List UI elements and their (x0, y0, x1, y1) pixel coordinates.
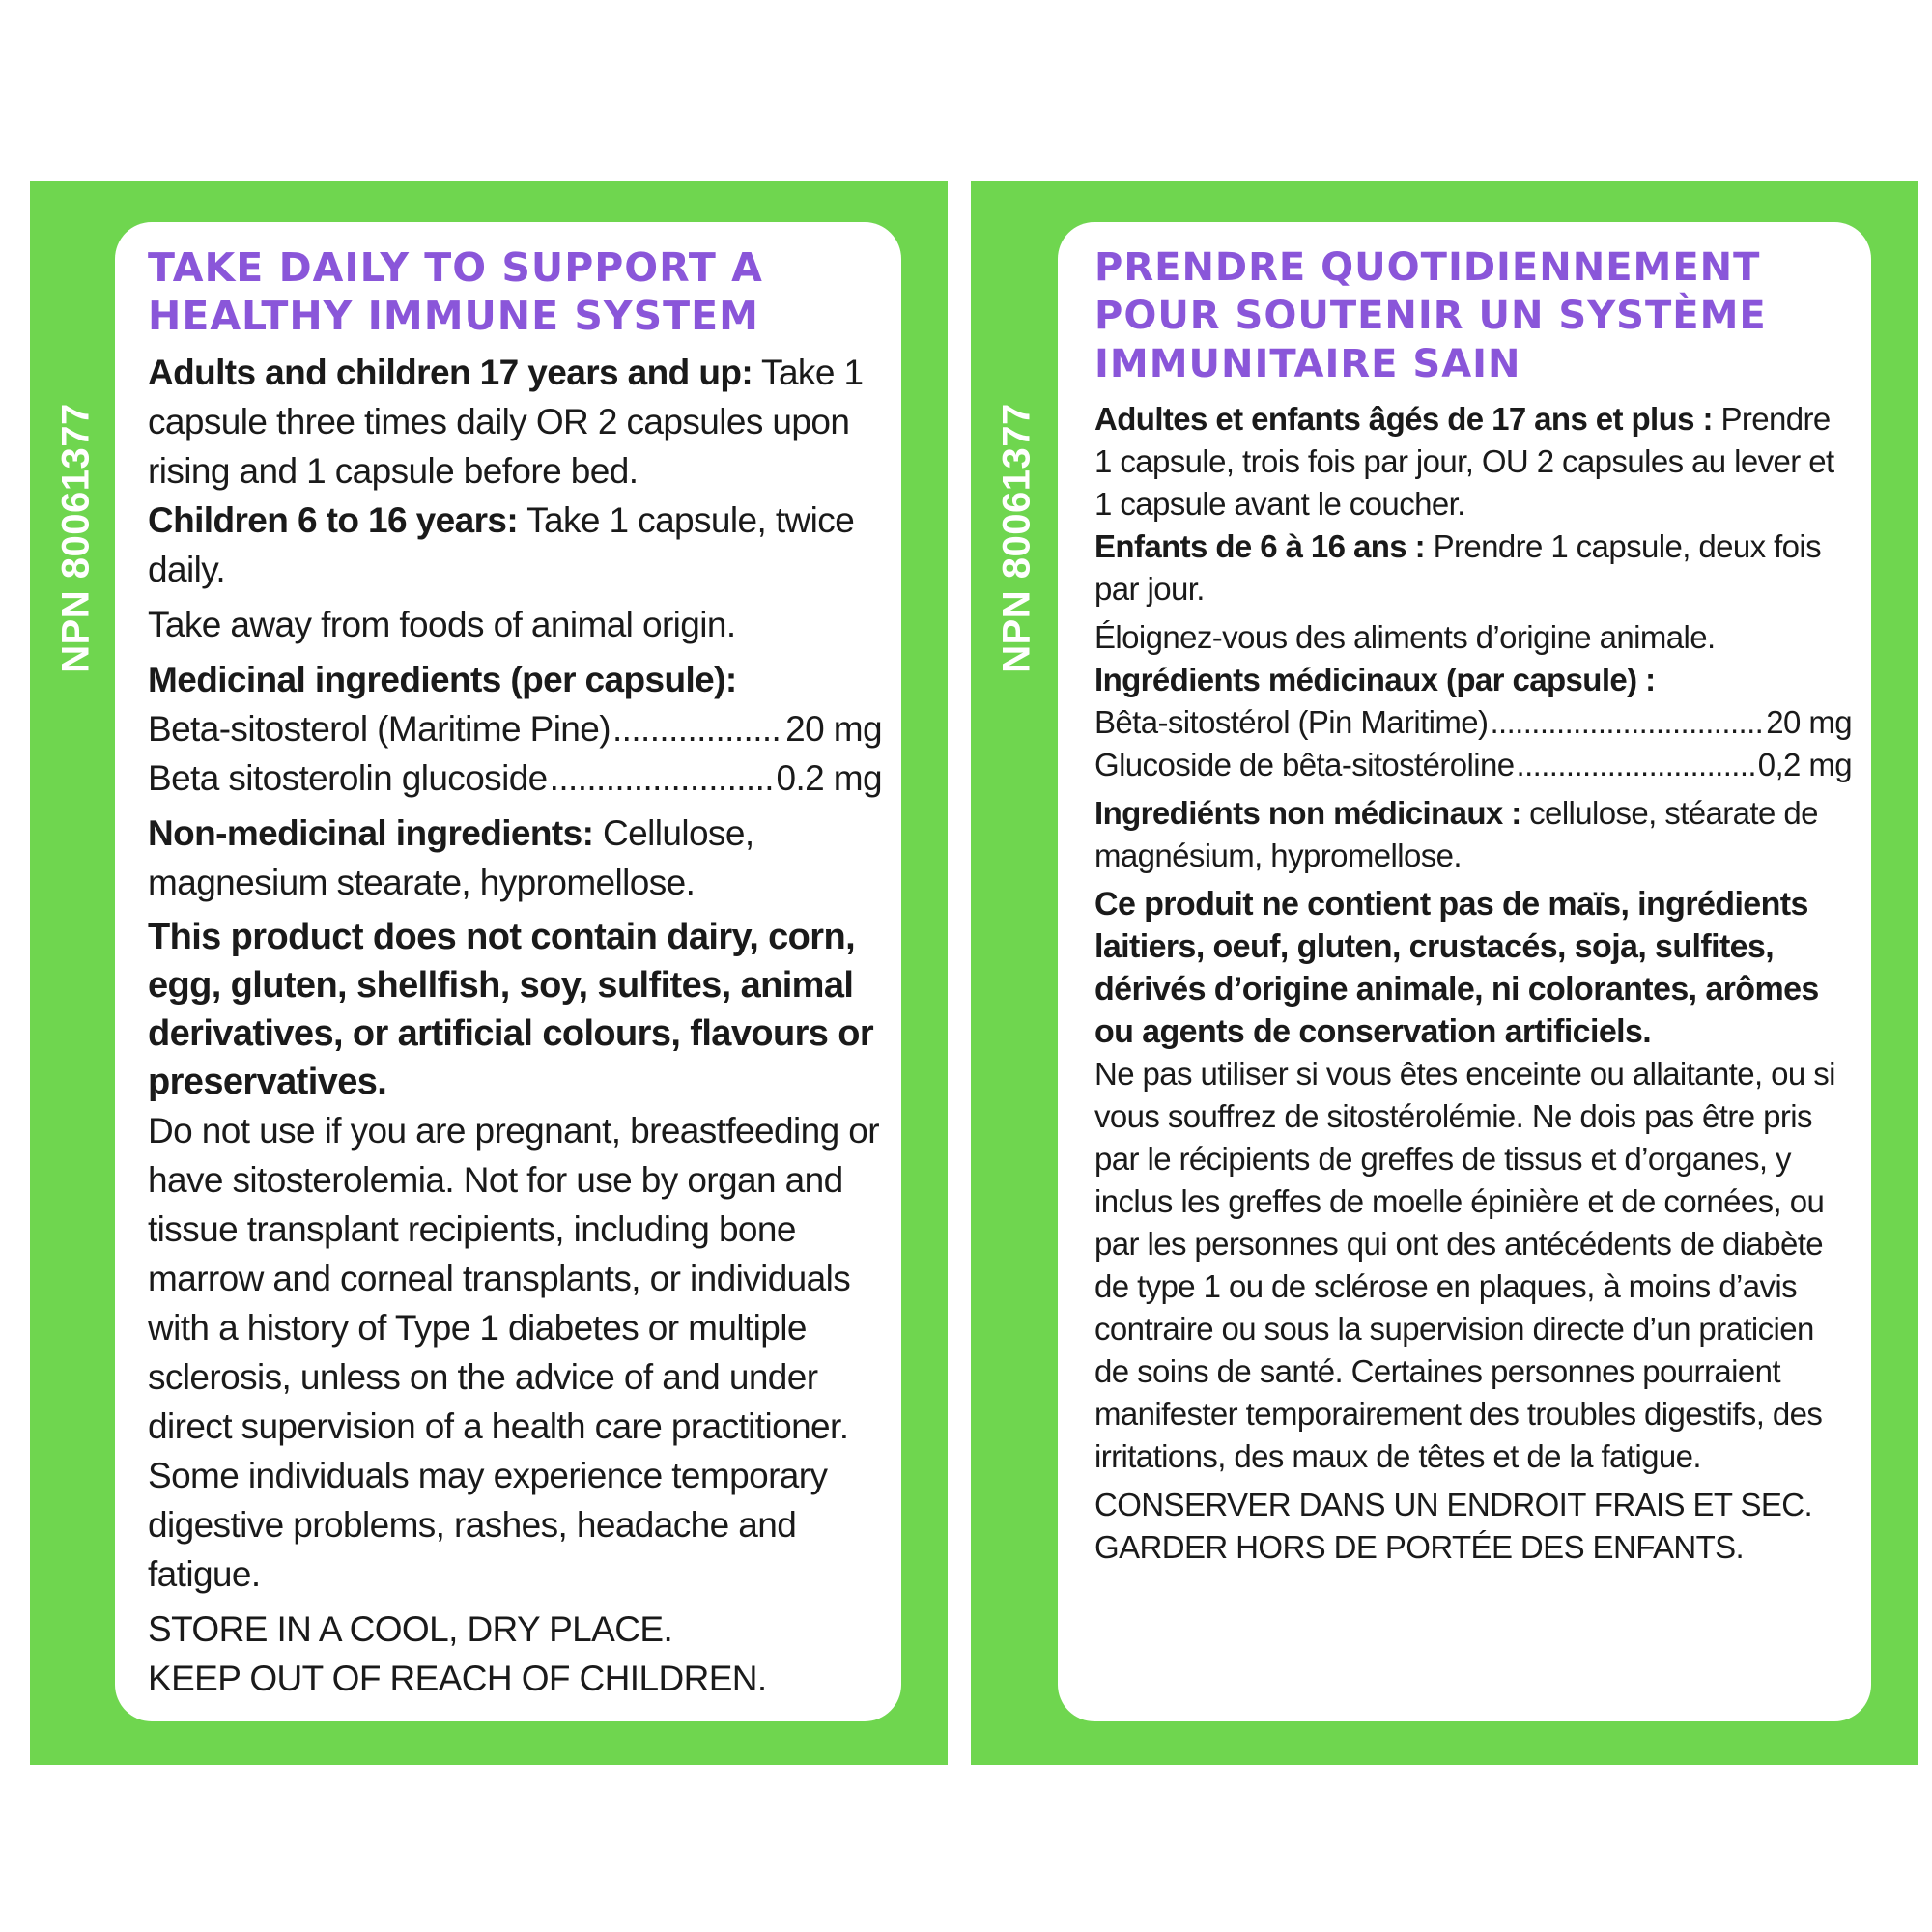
ingredient-row: Bêta-sitostérol (Pin Maritime) ..... 20 mg (1094, 701, 1852, 744)
french-label-panel (971, 181, 1918, 1765)
warning-text: Ne pas utiliser si vous êtes enceinte ou allaitante, ou si vous souffrez de sitostérolémie. Ne dois pas être pris par le récipients de greffes de tissus et d’organes, y inclus les greffes de moelle épinière et de cornées, ou par les personnes qui ont des antécédents de diabète de type 1 ou de sclérose en plaques, à moins d’avis contraire ou sous la supervision directe d’un praticien de soins de santé. Certaines personnes pourraient manifester temporairement des troubles digestifs, des irritations, des maux de têtes et de la fatigue. (1094, 1056, 1835, 1474)
npn-text: NPN 80061377 (54, 403, 98, 673)
label-title: TAKE DAILY TO SUPPORT A HEALTHY IMMUNE SYSTEM (148, 244, 763, 339)
storage-text: STORE IN A COOL, DRY PLACE. (148, 1609, 673, 1649)
label-card (115, 222, 901, 1721)
child-dosage: Children 6 to 16 years: Take 1 capsule, twice daily. (148, 500, 855, 589)
ingredient-row: Beta sitosterolin glucoside ..... 0.2 mg (148, 753, 882, 803)
medicinal-heading: Ingrédients médicinaux (par capsule) : (1094, 662, 1656, 697)
allergen-statement: Ce produit ne contient pas de maïs, ingrédients laitiers, oeuf, gluten, crustacés, soja, sulfites, dérivés d’origine animale, ni colorantes, arômes ou agents de conservation artificiels. (1094, 886, 1819, 1050)
adult-dosage: Adultes et enfants âgés de 17 ans et plus : Prendre 1 capsule, trois fois par jour, OU 2 capsules au lever et 1 capsule avant le coucher. (1094, 401, 1834, 522)
label-title: PRENDRE QUOTIDIENNEMENT POUR SOUTENIR UN SYSTÈME IMMUNITAIRE SAIN (1094, 245, 1767, 386)
english-label-panel (30, 181, 948, 1765)
label-card (1058, 222, 1871, 1721)
ingredient-row: Beta-sitosterol (Maritime Pine) ..... 20 mg (148, 704, 882, 753)
food-note: Éloignez-vous des aliments d’origine animale. (1094, 619, 1716, 655)
child-safety-text: GARDER HORS DE PORTÉE DES ENFANTS. (1094, 1529, 1745, 1565)
warning-text: Do not use if you are pregnant, breastfeeding or have sitosterolemia. Not for use by organ and tissue transplant recipients, including bone marrow and corneal transplants, or individuals with a history of Type 1 diabetes or multiple sclerosis, unless on the advice of and under direct supervision of a health care practitioner. Some individuals may experience temporary digestive problems, rashes, headache and fatigue. (148, 1111, 879, 1594)
child-dosage: Enfants de 6 à 16 ans : Prendre 1 capsule, deux fois par jour. (1094, 528, 1822, 607)
npn-text: NPN 80061377 (995, 403, 1038, 673)
storage-text: CONSERVER DANS UN ENDROIT FRAIS ET SEC. (1094, 1487, 1813, 1522)
nonmedicinal-ingredients: Non-medicinal ingredients: Cellulose, magnesium stearate, hypromellose. (148, 813, 754, 902)
medicinal-heading: Medicinal ingredients (per capsule): (148, 660, 737, 699)
ingredient-row: Glucoside de bêta-sitostéroline ..... 0,2 mg (1094, 744, 1852, 786)
allergen-statement: This product does not contain dairy, corn, egg, gluten, shellfish, soy, sulfites, animal derivatives, or artificial colours, flavours or preservatives. (148, 917, 874, 1102)
nonmedicinal-ingredients: Ingrediénts non médicinaux : cellulose, stéarate de magnésium, hypromellose. (1094, 795, 1818, 873)
food-note: Take away from foods of animal origin. (148, 605, 736, 644)
child-safety-text: KEEP OUT OF REACH OF CHILDREN. (148, 1659, 767, 1698)
adult-dosage: Adults and children 17 years and up: Take 1 capsule three times daily OR 2 capsules upon rising and 1 capsule before bed. (148, 353, 864, 491)
